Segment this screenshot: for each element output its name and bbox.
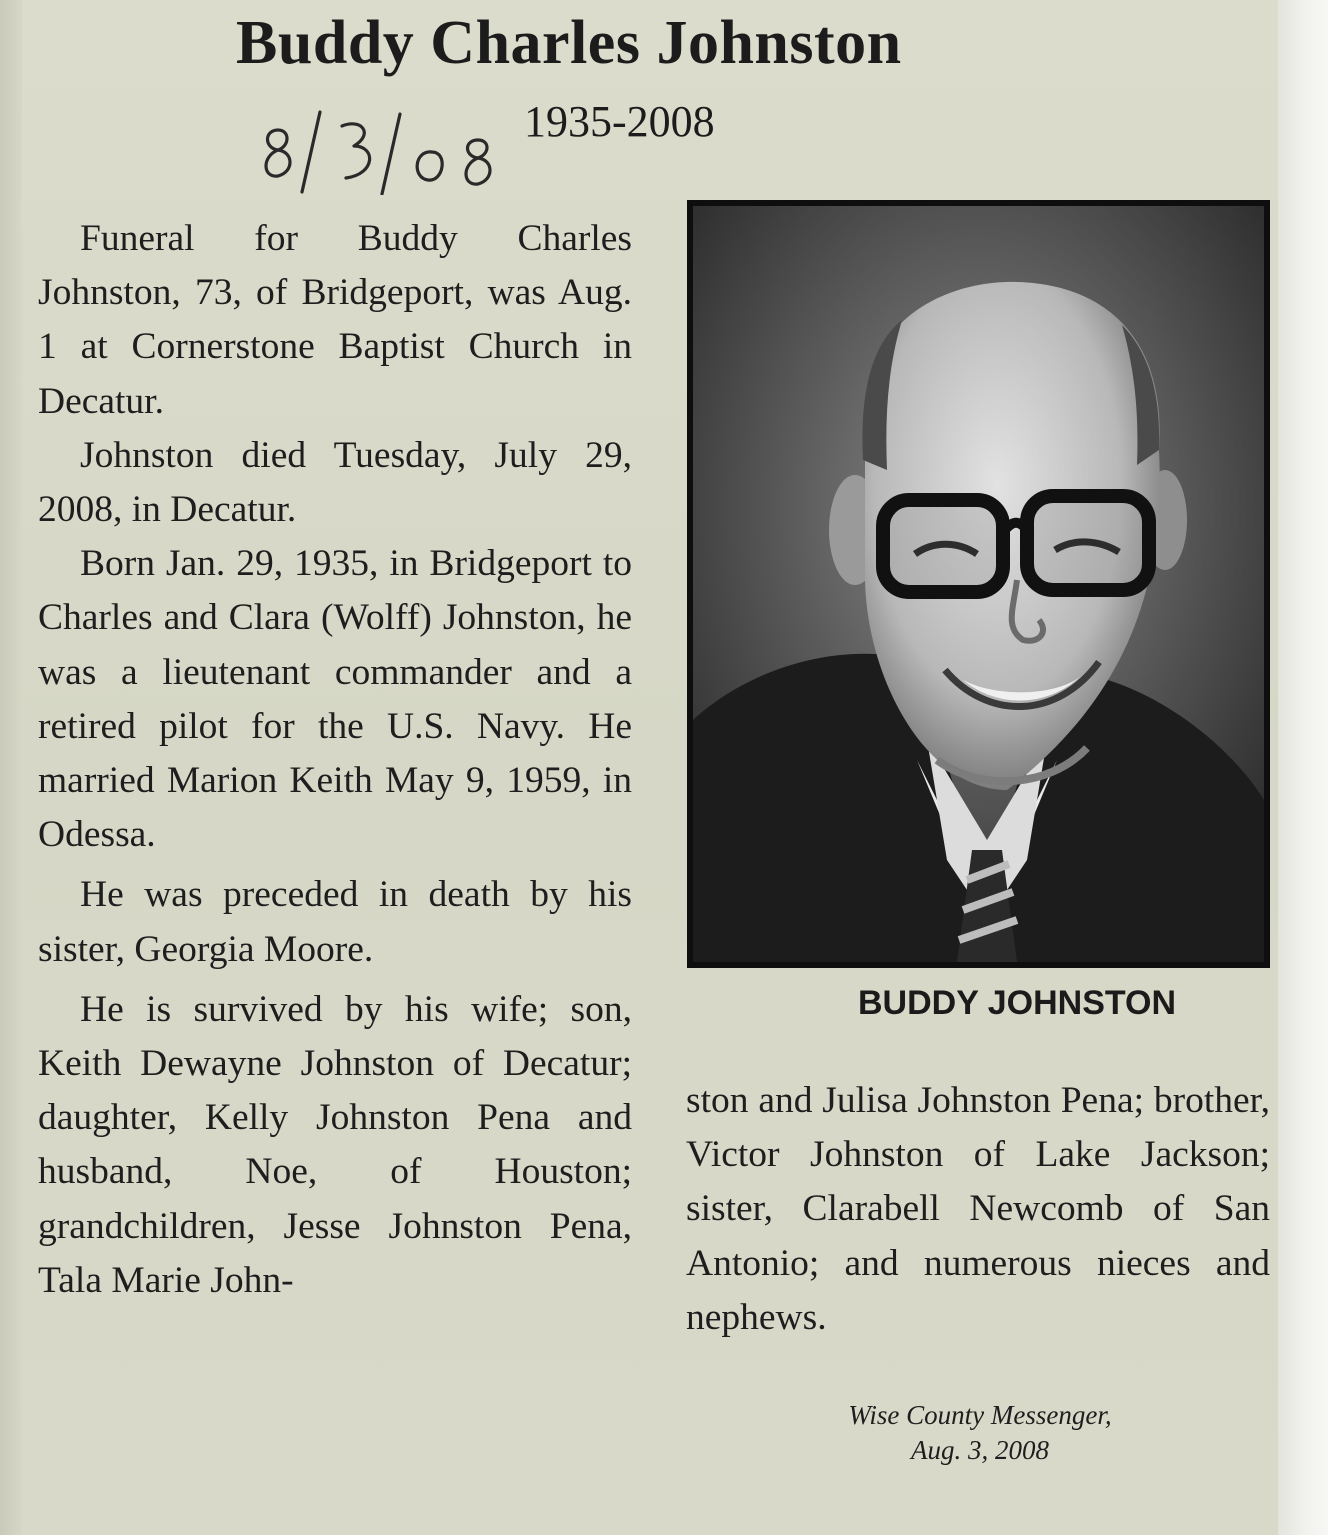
paragraph-survivors: He is survived by his wife; son, Keith Dewayne Johnston of Decatur; daughter, Kelly Johnston Pena and husband, Noe, of Houston; grandchildren, Jesse Johnston Pena, Tala Marie John- [38, 988, 632, 1301]
source-credit [790, 1398, 1170, 1468]
portrait-photo [687, 200, 1270, 968]
photo-caption: BUDDY JOHNSTON [858, 984, 1177, 1022]
headline: Buddy Charles Johnston [236, 9, 902, 77]
paragraph-biography: Born Jan. 29, 1935, in Bridgeport to Charles and Clara (Wolff) Johnston, he was a lieutenant commander and a retired pilot for the U.S. Navy. He married Marion Keith May 9, 1959, in Odessa. [38, 543, 632, 856]
life-years: 1935-2008 [524, 97, 715, 146]
paragraph-survivors-continued: ston and Julisa Johnston Pena; brother, Victor Johnston of Lake Jackson; sister, Clarabell Newcomb of San Antonio; and numerous nieces and nephews. [686, 1080, 1270, 1338]
obituary-right-column [686, 1074, 1270, 1345]
portrait-image [687, 200, 1270, 968]
background-paper [1278, 0, 1328, 1535]
source-publication: Wise County Messenger, [848, 1400, 1112, 1430]
clipping-left-edge [0, 0, 22, 1535]
paragraph-death: Johnston died Tuesday, July 29, 2008, in Decatur. [38, 434, 632, 531]
paragraph-preceded: He was preceded in death by his sister, Georgia Moore. [38, 874, 632, 970]
source-date: Aug. 3, 2008 [911, 1435, 1049, 1465]
handwritten-date [250, 100, 510, 195]
obituary-left-column [38, 212, 632, 1308]
paragraph-funeral: Funeral for Buddy Charles Johnston, 73, of Bridgeport, was Aug. 1 at Cornerstone Baptist Church in Decatur. [38, 218, 632, 422]
